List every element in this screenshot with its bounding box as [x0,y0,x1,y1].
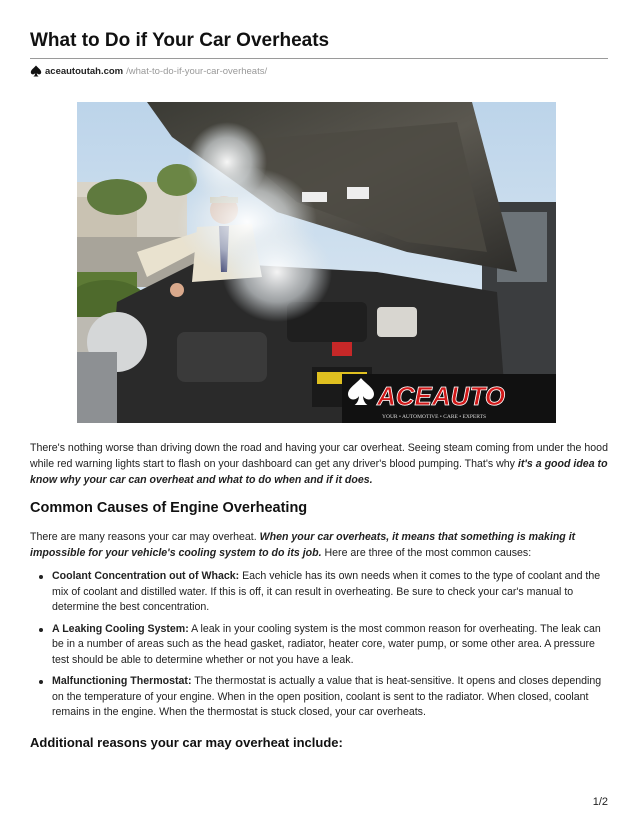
hero-image [77,102,556,423]
causes-intro-text: There are many reasons your car may overheat. [30,531,260,543]
list-item [30,569,608,616]
section-heading-causes: Common Causes of Engine Overheating [30,500,308,516]
cause-term: A Leaking Cooling System: [52,622,189,635]
causes-intro-tail: Here are three of the most common causes: [321,547,532,559]
spade-icon [30,65,42,77]
bullet-icon [39,575,43,579]
logo-text: ACEAUTO [377,381,506,411]
cause-text: A leak in your cooling system is the most common reason for overheating. The leak can be in a number of areas such as the head gasket, radiator, heater core, water pump, or some other area. A pressure test should be able to determine whether or not you have a leak. [52,622,601,666]
cause-term: Malfunctioning Thermostat: [52,675,192,687]
intro-text: There's nothing worse than driving down the road and having your car overheat. Seeing steam coming from under the hood while red warning lights start to flash on your dashboard can get any driver's blood pumping. That's why [30,442,608,470]
page-number: 1/2 [592,796,608,808]
title-divider [30,58,608,59]
list-item [30,622,608,669]
car-engine-photo [77,102,556,423]
list-item [30,674,608,721]
intro-paragraph [30,440,608,488]
causes-list [30,569,608,727]
page-title: What to Do if Your Car Overheats [30,30,330,51]
causes-intro-paragraph [30,529,608,561]
logo-tagline: YOUR • AUTOMOTIVE • CARE • EXPERTS [382,414,487,420]
source-domain-link[interactable]: aceautoutah.com [45,65,124,77]
bullet-icon [39,680,43,684]
intro-emphasis: it's a good idea to know why your car can overheat and what to do when and if it does. [30,458,608,486]
cause-text: The thermostat is actually a value that is heat-sensitive. It opens and closes depending on the temperature of your engine. When in the open position, coolant is sent to the radiator. When closed, coolant remains in the engine. When the thermostat is stuck closed, your car overheats. [52,675,602,718]
section-heading-additional: Additional reasons your car may overheat include: [30,735,343,750]
causes-intro-emphasis: When your car overheats, it means that something is making it impossible for your vehicle's cooling system to do its job. [30,531,576,559]
source-path: /what-to-do-if-your-car-overheats/ [126,65,268,77]
cause-term: Coolant Concentration out of Whack: [52,570,240,582]
cause-text: Each vehicle has its own needs when it comes to the type of coolant and the mix of coolant and distilled water. If this is off, it can result in overheating. Be sure to check your car's manual to determine the best concentration. [52,570,601,613]
bullet-icon [39,628,43,632]
source-line [30,65,267,77]
